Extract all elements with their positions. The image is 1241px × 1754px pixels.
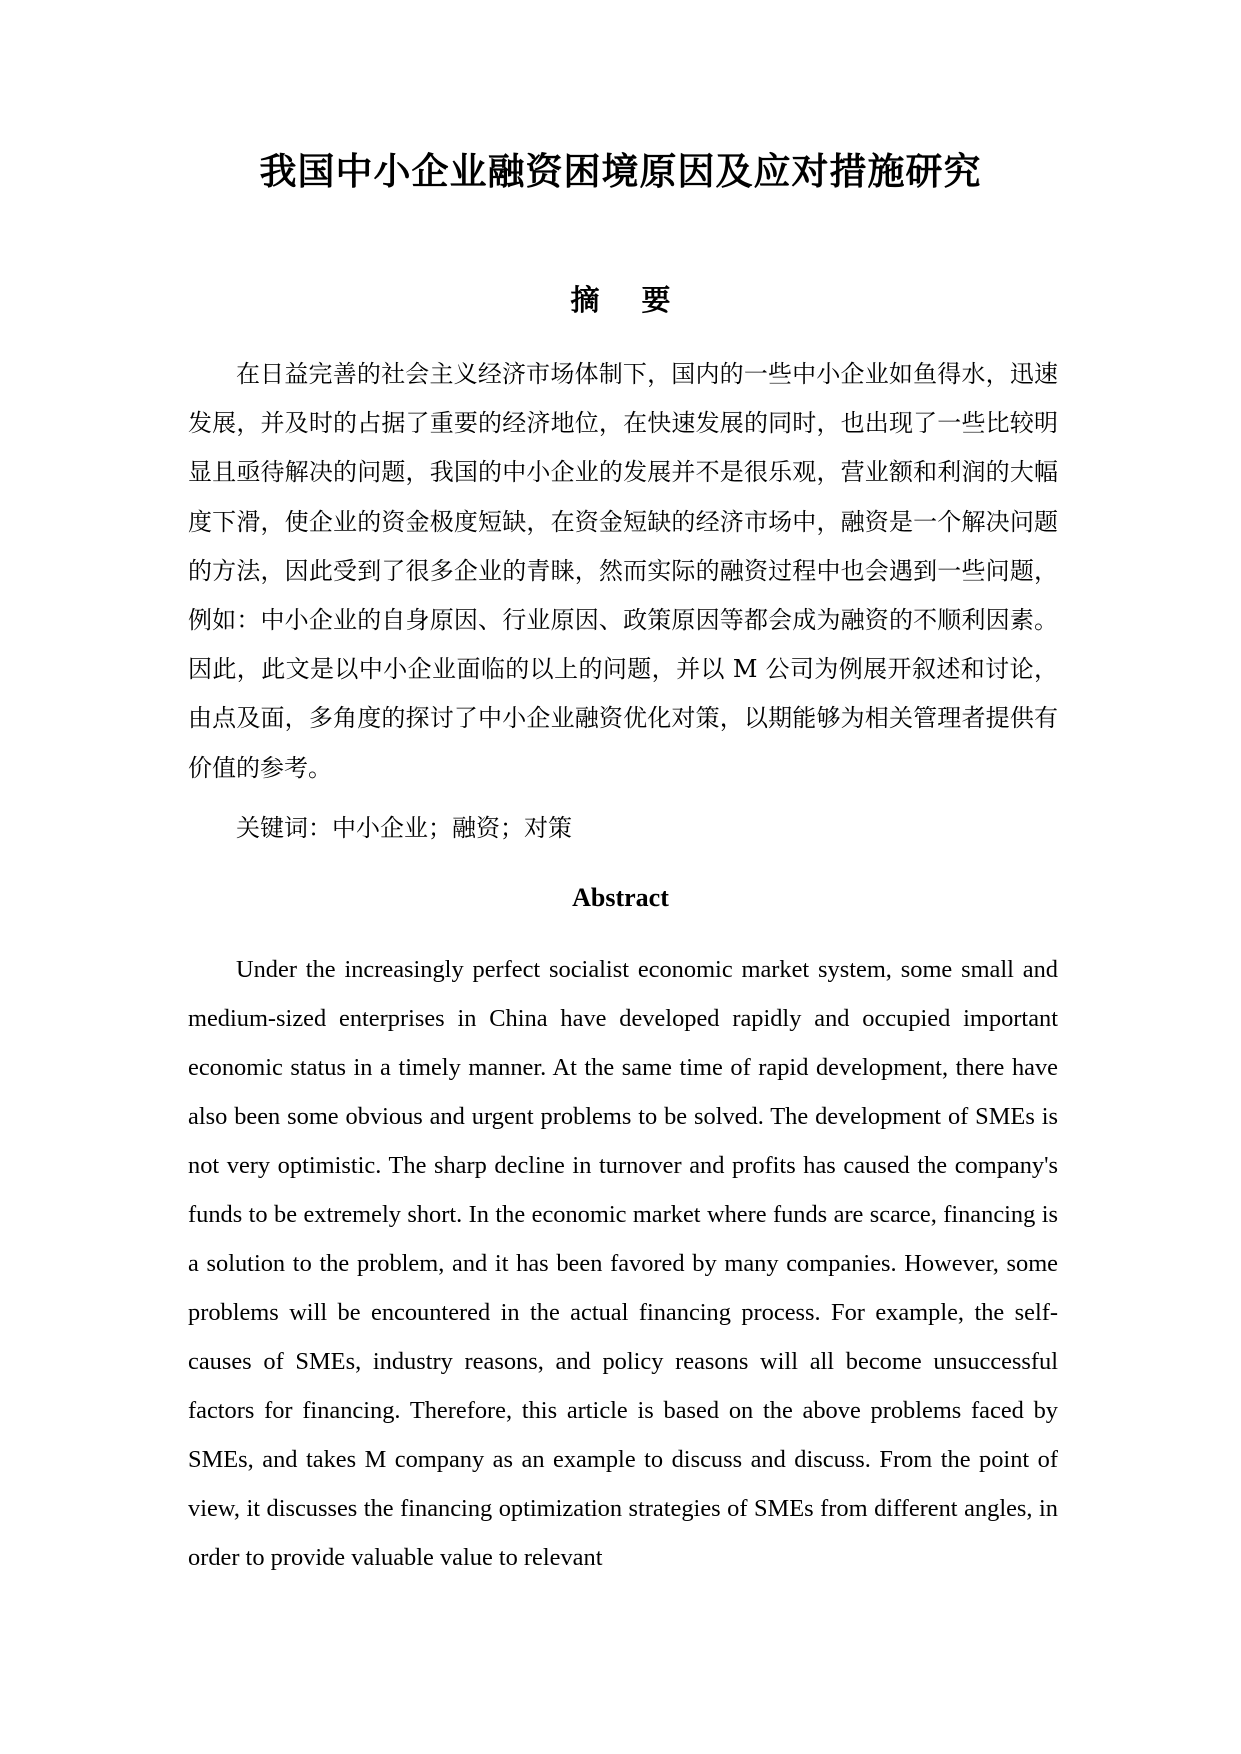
english-abstract-body: Under the increasingly perfect socialist economic market system, some small and medium-sized enterprises in China have developed rapidly and occupied important economic status in a timely manner. At the same time of rapid development, there have also been some obvious and urgent problems to be solved. The development of SMEs is not very optimistic. The sharp decline in turnover and profits has caused the company's funds to be extremely short. In the economic market where funds are scarce, financing is a solution to the problem, and it has been favored by many companies. However, some problems will be encountered in the actual financing process. For example, the self-causes of SMEs, industry reasons, and policy reasons will all become unsuccessful factors for financing. Therefore, this article is based on the above problems faced by SMEs, and takes M company as an example to discuss and discuss. From the point of view, it discusses the financing optimization strategies of SMEs from different angles, in order to provide valuable value to relevant	[188, 956, 1058, 1571]
chinese-abstract-body: 在日益完善的社会主义经济市场体制下，国内的一些中小企业如鱼得水，迅速发展，并及时的占据了重要的经济地位，在快速发展的同时，也出现了一些比较明显且亟待解决的问题，我国的中小企业的发展并不是很乐观，营业额和利润的大幅度下滑，使企业的资金极度短缺，在资金短缺的经济市场中，融资是一个解决问题的方法，因此受到了很多企业的青睐，然而实际的融资过程中也会遇到一些问题，例如：中小企业的自身原因、行业原因、政策原因等都会成为融资的不顺利因素。因此，此文是以中小企业面临的以上的问题，并以 M 公司为例展开叙述和讨论，由点及面，多角度的探讨了中小企业融资优化对策，以期能够为相关管理者提供有价值的参考。	[188, 360, 1058, 782]
english-abstract-heading: Abstract	[572, 883, 669, 912]
document-title: 我国中小企业融资困境原因及应对措施研究	[259, 149, 982, 193]
keywords-line: 关键词：中小企业；融资；对策	[236, 814, 572, 842]
chinese-abstract-heading: 摘 要	[570, 283, 687, 317]
